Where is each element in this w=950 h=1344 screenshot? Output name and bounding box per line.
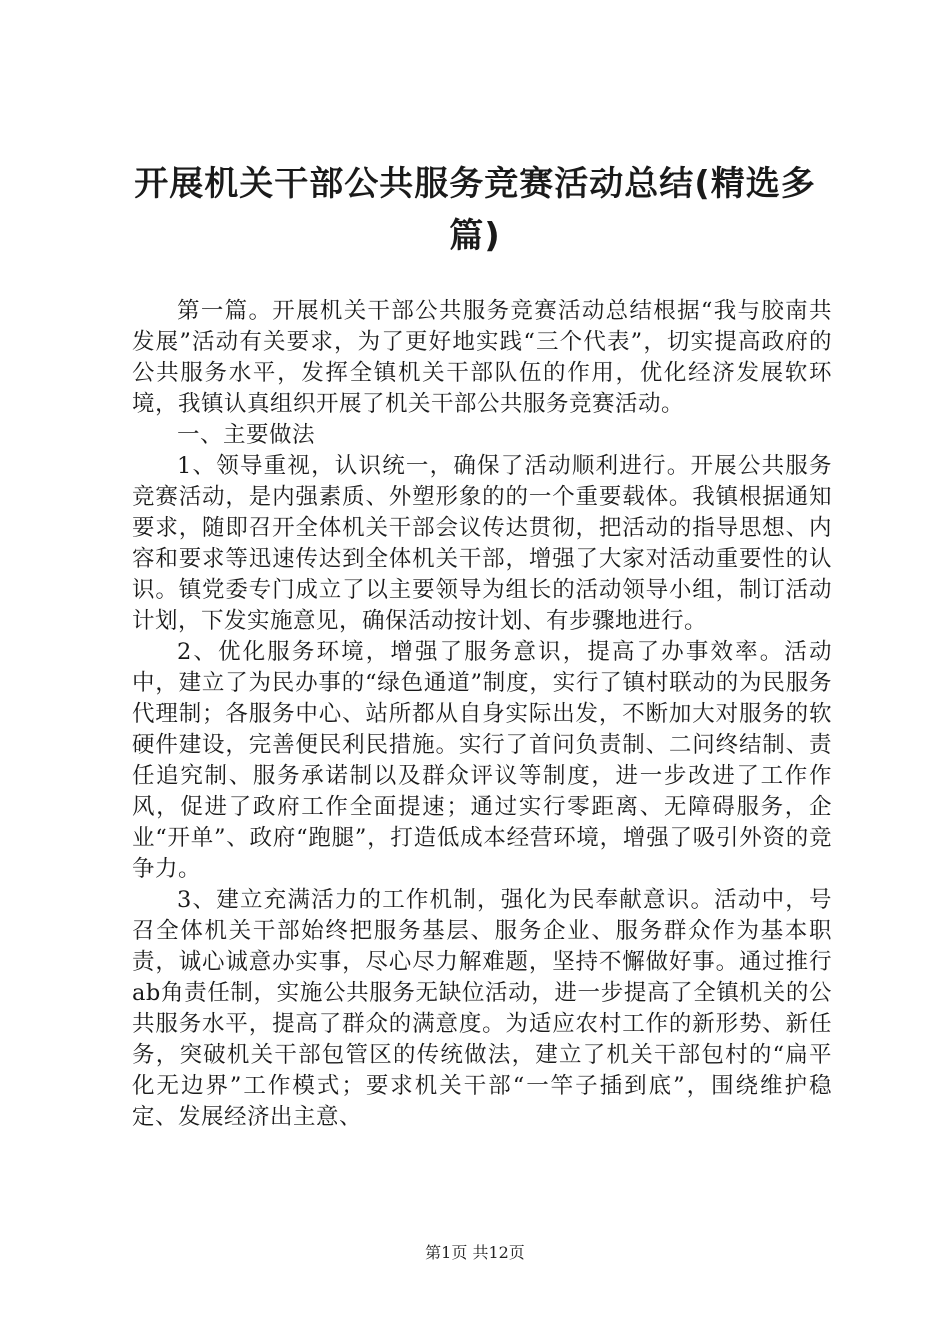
paragraph-intro: 第一篇。开展机关干部公共服务竞赛活动总结根据“我与胶南共发展”活动有关要求，为了更好地实践“三个代表”，切实提高政府的公共服务水平，发挥全镇机关干部队伍的作用，优化经济发展软环境，我镇认真组织开展了机关干部公共服务竞赛活动。 (132, 298, 832, 417)
paragraph-point-2: 2、优化服务环境，增强了服务意识，提高了办事效率。活动中，建立了为民办事的“绿色通道”制度，实行了镇村联动的为民服务代理制；各服务中心、站所都从自身实际出发，不断加大对服务的软硬件建设，完善便民利民措施。实行了首问负责制、二问终结制、责任追究制、服务承诺制以及群众评议等制度，进一步改进了工作作风，促进了政府工作全面提速；通过实行零距离、无障碍服务，企业“开单”、政府“跑腿”，打造低成本经营环境，增强了吸引外资的竞争力。 (132, 639, 832, 882)
page-number-footer: 第1页 共12页 (425, 1243, 525, 1262)
section-heading-main-methods: 一、主要做法 (177, 422, 316, 448)
paragraph-point-3: 3、建立充满活力的工作机制，强化为民奉献意识。活动中，号召全体机关干部始终把服务基层、服务企业、服务群众作为基本职责，诚心诚意办实事，尽心尽力解难题，坚持不懈做好事。通过推行ab角责任制，实施公共服务无缺位活动，进一步提高了全镇机关的公共服务水平，提高了群众的满意度。为适应农村工作的新形势、新任务，突破机关干部包管区的传统做法，建立了机关干部包村的“扁平化无边界”工作模式；要求机关干部“一竿子插到底”，围绕维护稳定、发展经济出主意、 (132, 887, 832, 1130)
document-body (132, 296, 832, 1133)
document-title: 开展机关干部公共服务竞赛活动总结(精选多篇) (134, 164, 816, 256)
paragraph-point-1: 1、领导重视，认识统一，确保了活动顺利进行。开展公共服务竞赛活动，是内强素质、外塑形象的的一个重要载体。我镇根据通知要求，随即召开全体机关干部会议传达贯彻，把活动的指导思想、内容和要求等迅速传达到全体机关干部，增强了大家对活动重要性的认识。镇党委专门成立了以主要领导为组长的活动领导小组，制订活动计划，下发实施意见，确保活动按计划、有步骤地进行。 (132, 453, 832, 634)
